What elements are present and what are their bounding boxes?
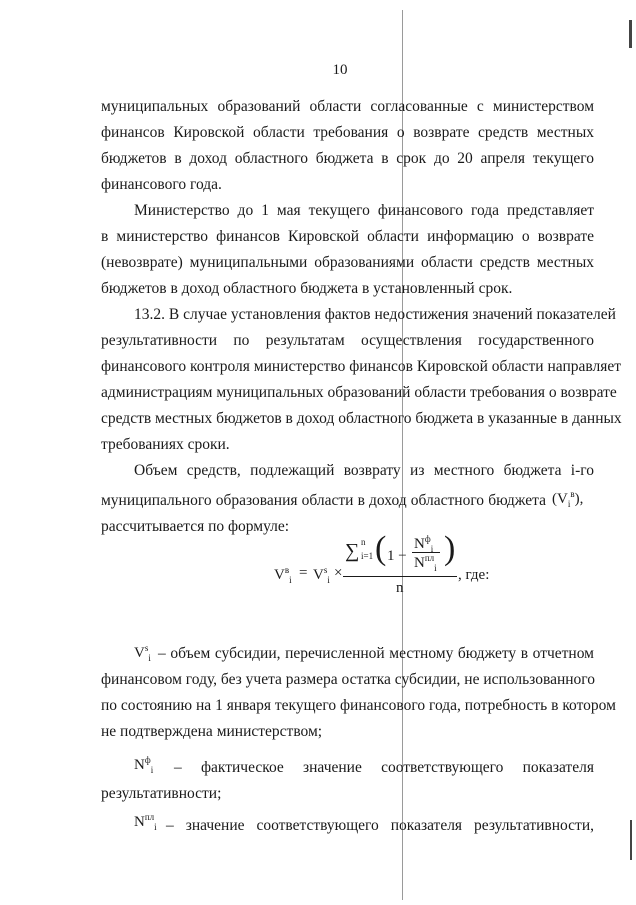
- text-line: рассчитывается по формуле:: [101, 518, 290, 535]
- text-word: значение: [303, 759, 362, 776]
- text-word: показателя: [522, 759, 594, 776]
- formula-sum: ∑: [345, 540, 360, 562]
- text-line: бюджетов в доход областного бюджета в срок до 20 апреля текущего: [101, 150, 594, 167]
- text-line: муниципального образования области в доход областного бюджета: [101, 492, 546, 509]
- text-word: –: [174, 759, 182, 776]
- text-word: фактическое: [200, 759, 284, 776]
- text-line: Министерство до 1 мая текущего финансового года представляет: [134, 202, 594, 219]
- formula-times: ×: [334, 565, 343, 581]
- formula-denominator: n: [396, 580, 404, 596]
- text-line: финансового года.: [101, 176, 222, 193]
- formula-paren-right: ): [444, 530, 456, 567]
- formula-n-plan: $N^{пл}_i$: [414, 553, 437, 573]
- text-word: соответствующего: [381, 759, 504, 776]
- formula-sum-top: n: [361, 537, 366, 547]
- scan-edge-mark: [630, 820, 632, 860]
- text-line: требованиях сроки.: [101, 436, 230, 453]
- formula-lhs: $V^в_i$: [274, 565, 292, 585]
- text-line: финансовом году, без учета размера остатка субсидии, не использованного: [101, 671, 596, 688]
- text-line: бюджетов в доход областного бюджета в установленный срок.: [101, 280, 513, 297]
- formula-equals: =: [299, 565, 308, 581]
- text-line: финансов Кировской области требования о возврате средств местных: [101, 124, 594, 141]
- text-line: муниципальных образований области согласованные с министерством: [101, 98, 594, 115]
- text-line: результативности по результатам осуществления государственного: [101, 332, 594, 349]
- symbol-n-fact: $N^ф_i$: [134, 755, 154, 775]
- text-line: 13.2. В случае установления фактов недостижения значений показателей: [134, 306, 616, 323]
- formula-main-fraction-bar: [343, 576, 457, 577]
- text-line: администрациям муниципальных образований области требования о возврате: [101, 384, 617, 401]
- symbol-n-plan: $N^{пл}_i$: [134, 812, 157, 832]
- symbol-v-returned: $(V_i^в)$,: [552, 489, 584, 509]
- formula-n-fact: $N^ф_i$: [414, 534, 434, 554]
- formula: [240, 530, 580, 608]
- text-line: (невозврате) муниципальными образованиями области средств местных: [101, 254, 594, 271]
- formula-one-minus: 1 −: [387, 548, 407, 564]
- symbol-vs: $V^s_i$: [134, 643, 151, 663]
- text-line: средств местных бюджетов в доход областного бюджета в указанные в данных: [101, 410, 622, 427]
- formula-tail: , где:: [458, 567, 490, 583]
- text-line: результативности;: [101, 785, 222, 802]
- text-line: финансового контроля министерство финансов Кировской области направляет: [101, 358, 621, 375]
- formula-vs: $V^s_i$: [313, 565, 330, 585]
- definition-line: [174, 759, 594, 777]
- formula-paren-left: (: [375, 530, 387, 567]
- page-number: 10: [332, 62, 348, 78]
- formula-sum-bottom: i=1: [361, 551, 374, 561]
- text-line: в министерство финансов Кировской области информацию о возврате: [101, 228, 594, 245]
- text-line: по состоянию на 1 января текущего финансового года, потребность в котором: [101, 697, 616, 714]
- text-line: – значение соответствующего показателя результативности,: [166, 817, 594, 834]
- text-line: Объем средств, подлежащий возврату из местного бюджета i-го: [134, 462, 594, 479]
- scan-edge-mark: [629, 20, 632, 48]
- text-line: – объем субсидии, перечисленной местному бюджету в отчетном: [158, 645, 594, 662]
- text-line: не подтверждена министерством;: [101, 723, 323, 740]
